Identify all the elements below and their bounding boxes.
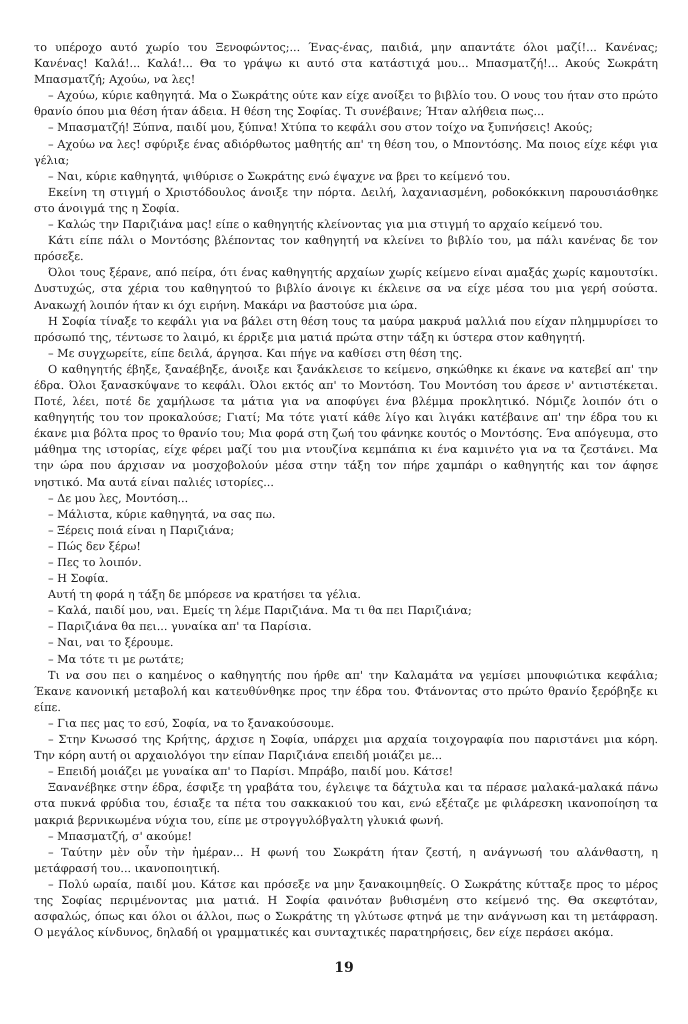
paragraph: – Δε μου λες, Μοντόση... <box>48 491 189 505</box>
paragraph: – Επειδή μοιάζει με γυναίκα απ' το Παρίσι. Μπράβο, παιδί μου. Κάτσε! <box>48 765 454 779</box>
paragraph: – Καλά, παιδί μου, ναι. Εμείς τη λέμε Παριζιάνα. Μα τι θα πει Παριζιάνα; <box>48 604 472 618</box>
paragraph: – Ταύτην μὲν οὖν τὴν ἡμέραν... Η φωνή του Σωκράτη ήταν ζεστή, η ανάγνωσή του αλάνθαστη, η μετάφρασή του... ικανοποιητική. <box>34 845 658 875</box>
paragraph: – Παριζιάνα θα πει... γυναίκα απ' τα Παρίσια. <box>48 620 312 634</box>
paragraph: Τι να σου πει ο καημένος ο καθηγητής που ήρθε απ' την Καλαμάτα να γεμίσει μπουφιώτικα κεφάλια; Έκανε κανονική μεταβολή και κατευθύνθηκε προς την έδρα του. Φτάνοντας στο πρώτο θρανίο ξερόβηξε κι είπε. <box>34 668 658 714</box>
paragraph: Ο καθηγητής έβηξε, ξαναέβηξε, άνοιξε και ξανάκλεισε το κείμενο, σηκώθηκε κι έκανε να κατεβεί απ' την έδρα. Όλοι ξανασκύψανε το κεφάλι. Όλοι εκτός απ' το Μοντόση. Του Μοντόση του άρεσε ν' αντιστέκεται. Ποτέ, λέει, ποτέ δε χαμήλωσε τα μάτια για να αποφύγει ένα βλέμμα προκλητικό. Νόμιζε λοιπόν ότι ο καθηγητής του τον προκαλούσε; Γιατί; Μα τότε γιατί κάθε λίγο και λιγάκι κατέβαινε απ' την έδρα του κι έκανε μια βόλτα προς το θρανίο του; Μια φορά στη ζωή του φάνηκε κουτός ο Μοντόσης. Ένα απόγευμα, στο μάθημα της ιστορίας, είχε φέρει μαζί του μια ντουζίνα κεμπάπια κι ένα καμινέτο για να τα ζεστάνει. Μα την ώρα που άρχισαν να μοσχοβολούν μέσα στην τάξη τον πήρε χαμπάρι ο καθηγητής και τον άφησε νηστικό. Μα αυτά είναι παλιές ιστορίες... <box>34 362 658 489</box>
paragraph: – Μπασματζή, σ' ακούμε! <box>48 829 192 843</box>
paragraph: το υπέροχο αυτό χωρίο του Ξενοφώντος;... Ένας-ένας, παιδιά, μην απαντάτε όλοι μαζί!... Κανένας; Κανένας! Καλά!... Καλά!... Θα το γράψω κι αυτό στα κατάστιχά μου... Μπασματζή!... Ακούς Σωκράτη Μπασματζή; Αχούω, να λες! <box>34 41 658 87</box>
paragraph: – Αχούω να λες! σφύριξε ένας αδιόρθωτος μαθητής απ' τη θέση του, ο Μποντόσης. Μα ποιος είχε κέφι για γέλια; <box>34 137 658 167</box>
book-page-text <box>34 40 658 941</box>
paragraph: – Πολύ ωραία, παιδί μου. Κάτσε και πρόσεξε να μην ξανακοιμηθείς. Ο Σωκράτης κύτταξε προς το μέρος της Σοφίας περιμένοντας μια ματιά. Η Σοφία φαινόταν βυθισμένη στο κείμενό της. Θα σκεφτόταν, ασφαλώς, όπως και όλοι οι άλλοι, πως ο Σωκράτης τη γλύτωσε φτηνά με την ανάγνωση και τη μετάφραση. Ο μεγάλος κίνδυνος, δηλαδή οι γραμματικές και συνταχτικές παρατηρήσεις, δεν είχε περάσει ακόμα. <box>34 877 658 940</box>
paragraph: – Για πες μας το εσύ, Σοφία, να το ξανακούσουμε. <box>48 716 335 730</box>
paragraph: – Πώς δεν ξέρω! <box>48 539 141 553</box>
paragraph: – Η Σοφία. <box>48 572 109 586</box>
paragraph: – Καλώς την Παριζιάνα μας! είπε ο καθηγητής κλείνοντας για μια στιγμή το αρχαίο κείμενό του. <box>48 218 603 232</box>
paragraph: Εκείνη τη στιγμή ο Χριστόδουλος άνοιξε την πόρτα. Δειλή, λαχανιασμένη, ροδοκόκκινη παρουσιάσθηκε στο άνοιγμά της η Σοφία. <box>34 185 658 215</box>
paragraph: Κάτι είπε πάλι ο Μοντόσης βλέποντας τον καθηγητή να κλείνει το βιβλίο του, μα πάλι κανένας δε τον πρόσεξε. <box>34 234 658 264</box>
paragraph: – Ναι, κύριε καθηγητά, ψιθύρισε ο Σωκράτης ενώ έψαχνε να βρει το κείμενό του. <box>48 169 511 183</box>
paragraph: – Ξέρεις ποιά είναι η Παριζιάνα; <box>48 523 235 537</box>
paragraph: – Αχούω, κύριε καθηγητά. Μα ο Σωκράτης ούτε καν είχε ανοίξει το βιβλίο του. Ο νους του ήταν στο πρώτο θρανίο όπου μια θέση ήταν άδεια. Η θέση της Σοφίας. Τι συνέβαινε; Ήταν αλήθεια πως... <box>34 89 658 119</box>
paragraph: Όλοι τους ξέρανε, από πείρα, ότι ένας καθηγητής αρχαίων χωρίς κείμενο είναι αμαξάς χωρίς καμουτσίκι. Δυστυχώς, στα χέρια του καθηγητού το βιβλίο άνοιγε κι έκλεινε σα να είχε μέσα του μια γερή σούστα. Ανακωχή λοιπόν ήταν κι όχι ειρήνη. Μακάρι να βαστούσε μια ώρα. <box>34 266 658 312</box>
paragraph: Ξανανέβηκε στην έδρα, έσφιξε τη γραβάτα του, έγλειψε τα δάχτυλα και τα πέρασε μαλακά-μαλακά πάνω στα πυκνά φρύδια του, έσιαξε τα πέτα του σακκακιού του και, ενώ εξέταζε με φιλάρεσκη ικανοποίηση τα μακριά βερνικωμένα νύχια του, είπε με στρογγυλόβγαλτη γλυκιά φωνή. <box>34 781 658 827</box>
paragraph: – Πες το λοιπόν. <box>48 556 142 569</box>
paragraph: – Ναι, ναι το ξέρουμε. <box>48 636 174 650</box>
paragraph: Αυτή τη φορά η τάξη δε μπόρεσε να κρατήσει τα γέλια. <box>48 588 361 602</box>
page-number: 19 <box>334 960 354 976</box>
paragraph: – Με συγχωρείτε, είπε δειλά, άργησα. Και πήγε να καθίσει στη θέση της. <box>48 346 463 360</box>
paragraph: Η Σοφία τίναξε το κεφάλι για να βάλει στη θέση τους τα μαύρα μακρυά μαλλιά που είχαν πλημμυρίσει το πρόσωπό της, τέντωσε το λαιμό, κι έρριξε μια ματιά πρώτα στην τάξη κι ύστερα στον καθηγητή. <box>34 314 658 344</box>
paragraph: – Μάλιστα, κύριε καθηγητά, να σας πω. <box>48 507 276 521</box>
paragraph: – Μα τότε τι με ρωτάτε; <box>48 652 185 666</box>
paragraph: – Μπασματζή! Ξύπνα, παιδί μου, ξύπνα! Χτύπα το κεφάλι σου στον τοίχο να ξυπνήσεις! Ακούς; <box>48 121 593 135</box>
paragraph: – Στην Κνωσσό της Κρήτης, άρχισε η Σοφία, υπάρχει μια αρχαία τοιχογραφία που παριστάνει μια κόρη. Την κόρη αυτή οι αρχαιολόγοι την είπαν Παριζιάνα επειδή μοιάζει με... <box>34 733 658 763</box>
